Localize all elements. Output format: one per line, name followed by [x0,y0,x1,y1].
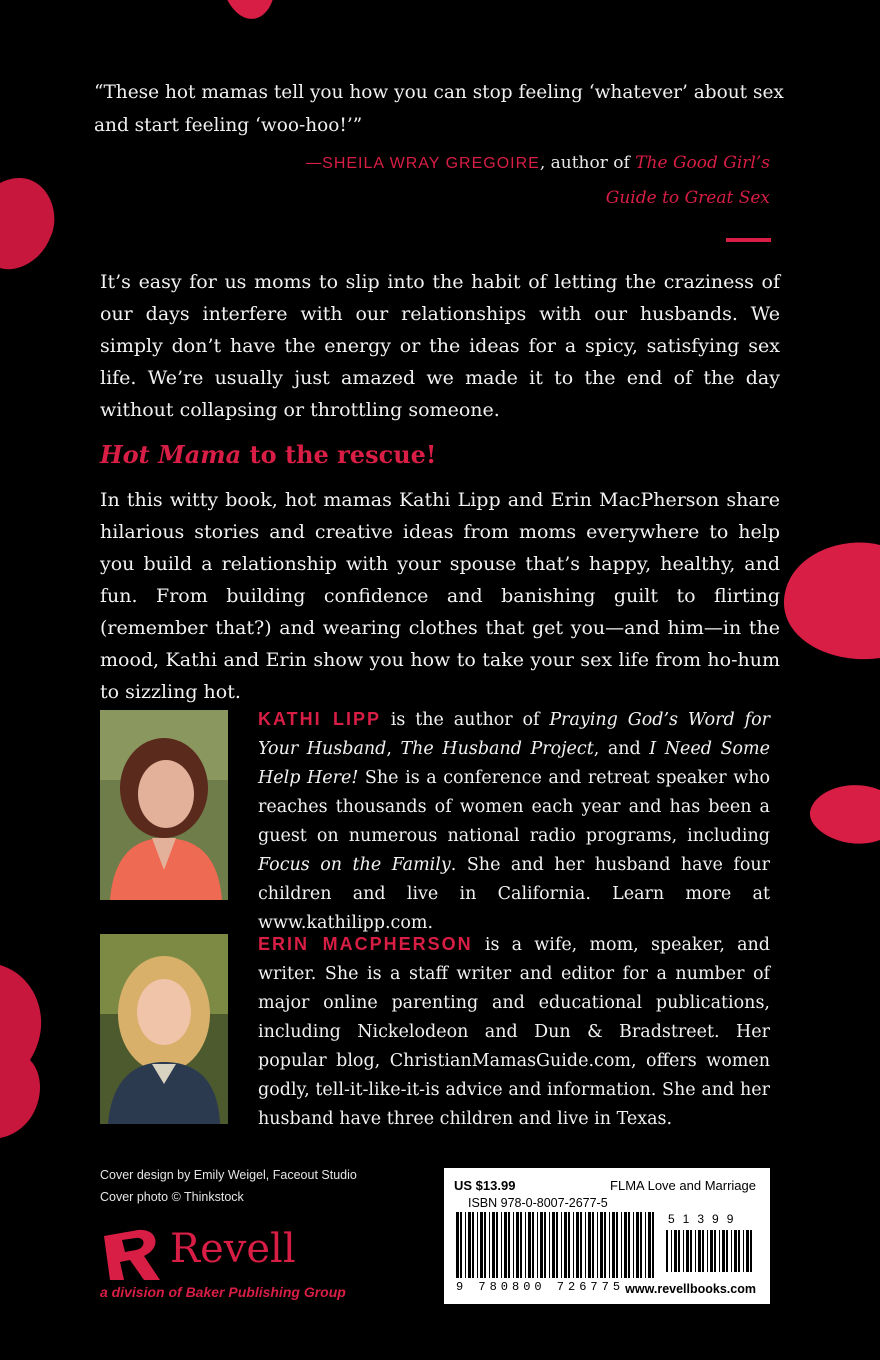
quote-dash: — [305,153,323,173]
barcode-digits: 9 780800 726775 [456,1280,625,1294]
author-photo-erin [100,934,228,1124]
bio1-text-2: , [386,739,401,759]
cover-credits [100,1164,357,1208]
publisher-logo [100,1226,420,1316]
bio1-book-3: I Need Some Help Here! [258,739,770,788]
publisher-url: www.revellbooks.com [625,1282,756,1296]
barcode-price-code: 51399 [668,1212,742,1226]
bio1-text-5: . She and her husband have four children and live in California. Learn more at www.kathilipp.com. [258,855,770,933]
petal-left-upper-decoration [0,168,60,278]
author-photo-kathi [100,710,228,900]
bio1-book-1: Praying God’s Word for Your Husband [258,710,770,759]
quote-text: “These hot mamas tell you how you can stop feeling ‘whatever’ about sex and start feeling ‘woo-hoo!’” [94,82,784,136]
barcode-price: US $13.99 [454,1178,516,1193]
bio1-program: Focus on the Family [258,855,451,875]
endorsement-quote [94,76,784,142]
cover-design-credit: Cover design by Emily Weigel, Faceout Studio [100,1168,357,1182]
quote-book-title: The Good Girl’s Guide to Great Sex [605,153,770,208]
price-barcode-icon [666,1230,756,1272]
revell-r-mark-icon [100,1228,162,1282]
description-paragraph-2: In this witty book, hot mamas Kathi Lipp and Erin MacPherson share hilarious stories and creative ideas from moms everywhere to help you build a relationship with your spouse that’s happy, healthy, and fun. From building confidence and banishing guilt to flirting (remember that?) and wearing clothes that get you—and him—in the mood, Kathi and Erin show you how to take your sex life from ho-hum to sizzling hot. [100,489,780,703]
barcode-category: FLMA Love and Marriage [610,1178,756,1193]
petal-right-middle-decoration [782,540,880,670]
barcode-isbn: ISBN 978-0-8007-2677-5 [468,1196,608,1210]
quote-author: SHEILA WRAY GREGOIRE [322,155,540,172]
quote-attribution [250,146,770,216]
author-bio-erin [258,930,770,1134]
bio1-book-2: The Husband Project [400,739,594,759]
description-paragraph-1: It’s easy for us moms to slip into the habit of letting the craziness of our days interfere with our relationships with our husbands. We simply don’t have the energy or the ideas for a spicy, satisfying sex life. We’re usually just amazed we made it to the end of the day without collapsing or throttling someone. [100,271,780,421]
author-bio-kathi [258,705,770,938]
accent-divider [726,238,771,242]
author-name-kathi: KATHI LIPP [258,709,381,729]
tagline-rest: to the rescue! [241,440,437,469]
author-name-erin: ERIN MACPHERSON [258,934,473,954]
barcode-box [444,1168,770,1304]
bio1-text-3: , and [593,739,650,759]
publisher-subtitle: a division of Baker Publishing Group [100,1284,346,1300]
petal-top-decoration [220,0,280,30]
petal-right-lower-decoration [808,782,880,848]
bio2-text: is a wife, mom, speaker, and writer. She is a staff writer and editor for a number of major online parenting and educational publications, including Nickelodeon and Dun & Bradstreet. Her popular blog, ChristianMamasGuide.com, offers women godly, tell-it-like-it-is advice and information. She and her husband have three children and live in Texas. [258,935,770,1129]
tagline [100,440,436,469]
bio1-text-1: is the author of [380,710,550,730]
bio1-text-4: She is a conference and retreat speaker who reaches thousands of women each year and has been a guest on numerous national radio programs, including [258,768,770,846]
tagline-title: Hot Mama [100,440,242,469]
isbn-barcode-icon [456,1212,656,1278]
quote-author-suffix: , author of [539,153,636,173]
publisher-name: Revell [170,1226,296,1272]
petal-left-lower-decoration [0,960,50,1140]
cover-photo-credit: Cover photo © Thinkstock [100,1190,244,1204]
